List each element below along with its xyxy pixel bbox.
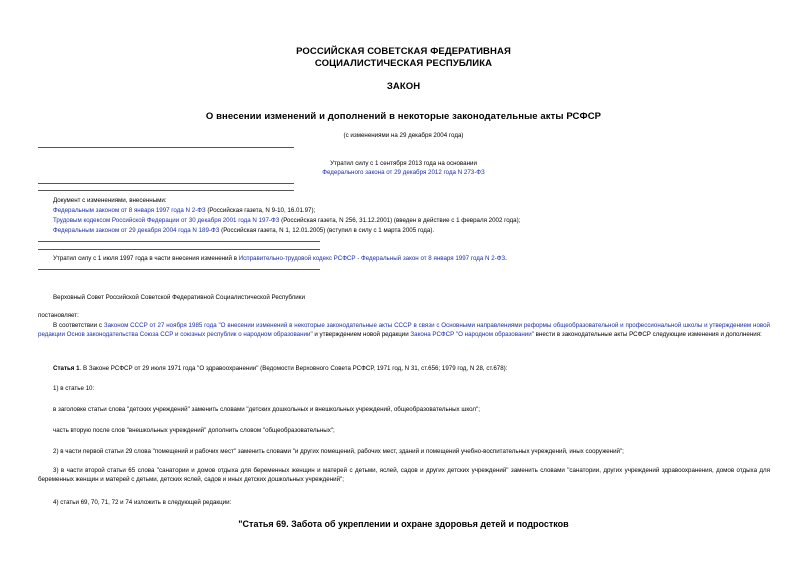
list-item: 1) в статье 10: [53,385,95,392]
document-type: ЗАКОН [386,81,421,92]
partial-lost-force: Утратил силу с 1 июля 1997 года в части внесения изменений в Исправительно-трудовой кодекс РСФСР - Федеральный закон от 8 января 1997 года N 2-ФЗ. [53,255,507,262]
article-69-heading: "Статья 69. Забота об укреплении и охране здоровья детей и подростков [238,519,569,529]
lost-force-link[interactable]: Федерального закона от 29 декабря 2012 года N 273-ФЗ [322,169,485,176]
header-line-1: РОССИЙСКАЯ СОВЕТСКАЯ ФЕДЕРАТИВНАЯ [296,46,511,57]
change-details: (Российская газета, N 9-10, 16.01.97); [205,207,316,214]
divider [38,183,294,184]
change-item [53,226,434,235]
rsfsr-law-link[interactable]: Закона РСФСР "О народном образовании" [410,331,534,338]
change-link[interactable]: Федеральным законом от 8 января 1997 года N 2-ФЗ [53,207,206,214]
list-item: 2) в части первой статьи 29 слова "помещений и рабочих мест" заменить словами "и других помещений, рабочих мест, зданий и помещений учебно-воспитательных учреждений, иных сооружений"; [53,448,624,455]
header-line-2: СОЦИАЛИСТИЧЕСКАЯ РЕСПУБЛИКА [314,58,493,69]
change-item [53,206,315,215]
divider [38,190,294,191]
lost-force-text: Утратил силу с 1 сентября 2013 года на основании [330,160,477,167]
list-item: в заголовке статьи слова "детских учреждений" заменить словами "детских дошкольных и внешкольных учреждений, общеобразовательных школ"; [53,406,480,413]
divider [38,241,320,242]
change-link[interactable]: Трудовым кодексом Российской Федерации от 30 декабря 2001 года N 197-ФЗ [53,217,280,224]
article-1: Статья 1. В Законе РСФСР от 29 июля 1971 года "О здравоохранении" (Ведомости Верховного Совета РСФСР, 1971 год, N 31, ст.656; 1979 год, N 28, ст.678): [53,365,508,372]
ussr-law-link[interactable]: Законом СССР от 27 ноября 1985 года "О внесении изменений в некоторые законодательные акты СССР в связи с Основными направлениями реформы общеобразовательной и профессиональной школы и утверждением новой редакции Основ законодательства Союза ССР и союзных республик о народном образовании" [38,322,771,338]
decrees-label: постановляет: [38,312,79,319]
change-link[interactable]: Федеральным законом от 29 декабря 2004 года N 189-ФЗ [53,227,220,234]
change-details: (Российская газета, N 1, 12.01.2005) (вступил в силу с 1 марта 2005 года). [219,227,435,234]
article-1-label: Статья 1 [53,365,80,372]
change-details: (Российская газета, N 256, 31.12.2001) (введен в действие с 1 февраля 2002 года); [279,217,521,224]
council-name: Верховный Совет Российской Советской Федеративной Социалистической Республики [53,294,305,301]
divider [38,249,320,250]
document-title: О внесении изменений и дополнений в некоторые законодательные акты РСФСР [205,111,602,122]
paragraph-1: В соответствии с Законом СССР от 27 ноября 1985 года "О внесении изменений в некоторые законодательные акты СССР в связи с Основными направлениями реформы общеобразовательной и профессиональной школы и утверждением новой редакции Основ законодательства Союза ССР и союзных республик о народном образовании" и утверждением новой редакции Закона РСФСР "О народном образовании" внести в законодательные акты РСФСР следующие изменения и дополнения: [38,322,771,338]
list-item: 4) статьи 69, 70, 71, 72 и 74 изложить в следующей редакции: [53,499,232,506]
partial-lost-link[interactable]: Исправительно-трудовой кодекс РСФСР - Федеральный закон от 8 января 1997 года N 2-ФЗ [238,255,506,262]
list-item: часть вторую после слов "внешкольных учреждений" дополнить словом "общеобразовательных"; [53,427,335,434]
change-item [53,216,520,225]
amendment-note: (с изменениями на 29 декабря 2004 года) [343,132,464,139]
divider [38,269,320,270]
changes-intro: Документ с изменениями, внесенными: [53,197,167,204]
partial-lost-text: Утратил силу с 1 июля 1997 года в части внесения изменений в [53,255,239,262]
list-item: 3) в части второй статьи 65 слова "санатории и домов отдыха для беременных женщин и матерей с детьми, яслей, садов и других детских учреждений" заменить словами "санатории, других учреждений здравоохранения, домов отдыха для беременных женщин и матерей с детьми, детских яслей, садов и иных детских дошкольных учреждений"; [38,467,770,483]
divider [38,147,294,148]
